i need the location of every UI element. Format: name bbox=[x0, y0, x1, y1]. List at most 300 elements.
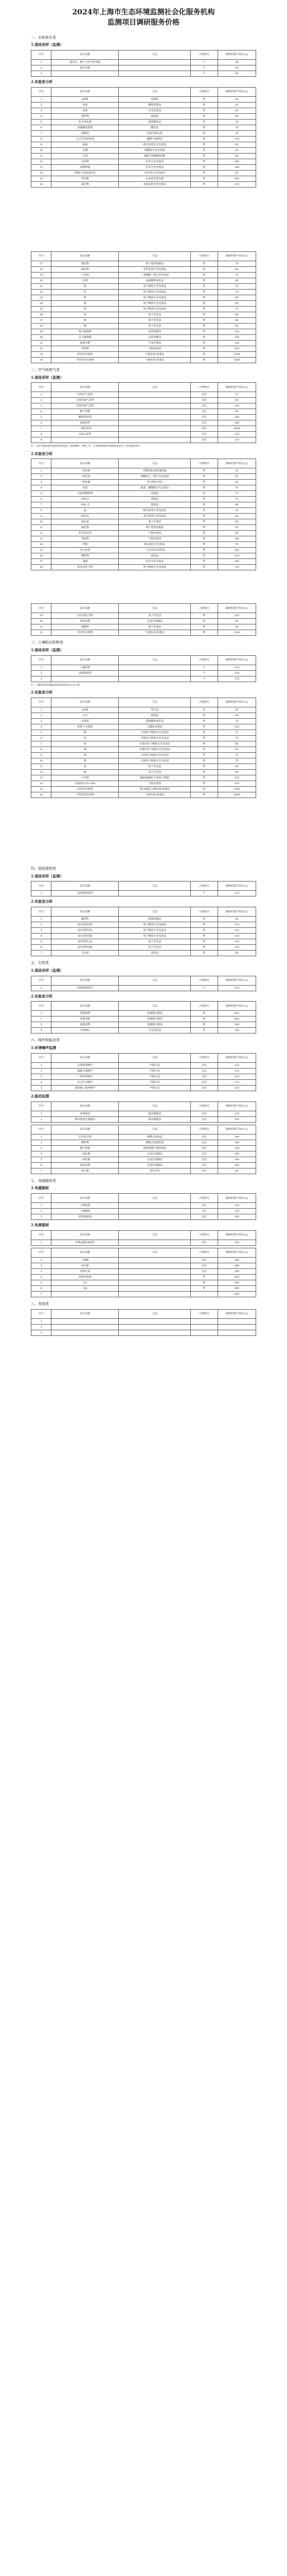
table-cell: 沉积物采样 bbox=[51, 670, 119, 676]
table-cell: 原子荧光法 bbox=[119, 769, 191, 775]
table-cell: 城市轨道交通振动 bbox=[51, 1116, 119, 1122]
column-header: 项目名称 bbox=[51, 459, 119, 468]
table-row bbox=[31, 357, 256, 363]
table-cell: 道路交通噪声 bbox=[51, 1068, 119, 1074]
table-cell: 22 bbox=[31, 630, 51, 636]
sub-lab-analysis: 2.实验室分析 bbox=[31, 993, 53, 998]
table-header-row bbox=[31, 907, 256, 917]
table-cell: 原子荧光法 bbox=[119, 764, 191, 769]
table-row bbox=[31, 1068, 256, 1074]
table-cell: 40 bbox=[218, 96, 256, 102]
column-header: 方法 bbox=[119, 976, 191, 985]
table-cell: 样 bbox=[191, 266, 218, 272]
table-cell: 21 bbox=[31, 283, 51, 289]
table-cell: 20 bbox=[31, 619, 51, 624]
table-cell: 原子荧光法 bbox=[119, 613, 191, 619]
table-cell: 2 bbox=[31, 922, 51, 928]
table-cell: 80 bbox=[218, 300, 256, 306]
column-header: 序号 bbox=[31, 882, 51, 891]
table-cell bbox=[119, 1209, 191, 1214]
table-cell: 电极法 bbox=[119, 96, 191, 102]
table-cell: 1 bbox=[31, 985, 51, 991]
table-cell: 气相色谱法 bbox=[119, 781, 191, 786]
table-cell: 有组织废气采样 bbox=[51, 403, 119, 409]
table-cell: 气相色谱-质谱法 bbox=[119, 357, 191, 363]
table-row bbox=[31, 170, 256, 176]
column-header: 调研价格平均价(元) bbox=[218, 907, 256, 917]
table-cell: 样 bbox=[191, 630, 218, 636]
table-row bbox=[31, 792, 256, 798]
table-cell: 点位 bbox=[191, 398, 218, 403]
sub-noise-monitoring: 1.环境噪声监测 bbox=[31, 1045, 57, 1050]
table-cell: 油烟采样 bbox=[51, 420, 119, 426]
sub-field-sampling: 1.现场采样（监测） bbox=[31, 375, 64, 380]
table-cell: 石墨炉原子吸收分光光度法 bbox=[119, 741, 191, 747]
table-row bbox=[31, 1240, 256, 1245]
table-cell: 环境空气采样 bbox=[51, 392, 119, 398]
table-cell: 5 bbox=[31, 119, 51, 125]
table-cell: 样 bbox=[191, 272, 218, 278]
table-cell: 130 bbox=[218, 670, 256, 676]
table-cell: 62 bbox=[218, 142, 256, 147]
table-cell: PM10 bbox=[51, 497, 119, 502]
table-row bbox=[31, 426, 256, 432]
table-cell: 350 bbox=[218, 781, 256, 786]
table-cell: 挥发酚 bbox=[51, 176, 119, 181]
table-cell: 25 bbox=[31, 306, 51, 312]
column-header: 计费单位 bbox=[191, 251, 218, 261]
table-cell: 17 bbox=[31, 559, 51, 565]
table-cell: 110 bbox=[218, 136, 256, 142]
table-row bbox=[31, 531, 256, 536]
table-row bbox=[31, 619, 256, 624]
table-cell: 盐酸萘乙二胺分光光度法 bbox=[119, 474, 191, 480]
column-header: 项目名称 bbox=[51, 50, 119, 60]
table-cell: 样 bbox=[191, 559, 218, 565]
table-cell bbox=[119, 392, 191, 398]
table-cell: 70 bbox=[218, 289, 256, 295]
table-row bbox=[31, 295, 256, 300]
table-cell: 80 bbox=[218, 295, 256, 300]
table-cell: 浸出毒性(汞) bbox=[51, 939, 119, 945]
column-header: 项目名称 bbox=[51, 1194, 119, 1203]
table-cell: 样 bbox=[191, 536, 218, 542]
table-cell: 7 bbox=[31, 741, 51, 747]
table-row bbox=[31, 1214, 256, 1220]
column-header: 方法 bbox=[119, 1125, 191, 1134]
table-cell: 点位 bbox=[191, 1134, 218, 1140]
table-cell: 样 bbox=[191, 102, 218, 108]
price-table bbox=[31, 251, 256, 363]
table-cell: 样 bbox=[191, 917, 218, 922]
table-cell: 样 bbox=[191, 329, 218, 334]
title-line-2: 监测项目调研服务价格 bbox=[107, 19, 180, 27]
table-cell: 3 bbox=[31, 71, 51, 77]
price-table bbox=[31, 881, 256, 896]
column-header: 调研价格平均价(元) bbox=[218, 1101, 256, 1111]
table-cell: 1 bbox=[31, 1318, 51, 1324]
table-row bbox=[31, 1074, 256, 1079]
table-cell: 78 bbox=[218, 119, 256, 125]
table-cell: 2 bbox=[31, 1209, 51, 1214]
table-cell: 1 bbox=[31, 1011, 51, 1016]
table-cell: 样 bbox=[191, 334, 218, 340]
table-cell bbox=[119, 1203, 191, 1209]
table-cell bbox=[119, 1285, 191, 1291]
table-cell: 70 bbox=[218, 261, 256, 266]
column-header: 调研价格平均价(元) bbox=[218, 655, 256, 665]
section-soil: 三、土壤和沉积物类 bbox=[31, 640, 63, 645]
table-cell: 2 bbox=[31, 1016, 51, 1022]
table-cell: 45 bbox=[218, 108, 256, 113]
table-cell: 样 bbox=[191, 531, 218, 536]
table-cell: 样 bbox=[191, 295, 218, 300]
table-cell: 苯系物 bbox=[51, 536, 119, 542]
table-cell: 氮氧化物 bbox=[51, 1162, 119, 1168]
table-row bbox=[31, 1079, 256, 1085]
table-row bbox=[31, 181, 256, 187]
table-row bbox=[31, 519, 256, 525]
table-cell: 烟气参数 bbox=[51, 409, 119, 415]
table-cell: 水分 bbox=[51, 713, 119, 718]
table-cell: 点位 bbox=[191, 1168, 218, 1174]
table-cell: 定电位电解法 bbox=[119, 1162, 191, 1168]
table-cell bbox=[119, 1274, 191, 1280]
table-header-row bbox=[31, 383, 256, 392]
column-header: 项目名称 bbox=[51, 1309, 119, 1318]
column-header: 计费单位 bbox=[191, 976, 218, 985]
column-header: 序号 bbox=[31, 1125, 51, 1134]
table-cell: 样 bbox=[191, 741, 218, 747]
section-radiation: 七、电磁辐射类 bbox=[31, 1178, 56, 1183]
table-row bbox=[31, 713, 256, 718]
table-cell bbox=[119, 420, 191, 426]
table-row bbox=[31, 108, 256, 113]
column-header: 方法 bbox=[119, 698, 191, 707]
table-cell: pH值 bbox=[51, 96, 119, 102]
table-cell: 1 bbox=[31, 665, 51, 670]
table-cell: 60 bbox=[218, 917, 256, 922]
table-row bbox=[31, 340, 256, 346]
table-cell: 4 bbox=[31, 1079, 51, 1085]
table-cell: 40 bbox=[218, 713, 256, 718]
table-row bbox=[31, 329, 256, 334]
table-cell: 浮游动物 bbox=[51, 1016, 119, 1022]
table-cell: 5 bbox=[31, 730, 51, 735]
table-row bbox=[31, 1028, 256, 1033]
table-cell: 19 bbox=[31, 613, 51, 619]
table-cell: 点位 bbox=[191, 432, 218, 437]
table-cell: 非甲烷总烃 bbox=[51, 1134, 119, 1140]
table-cell: 原子吸收分光光度法 bbox=[119, 300, 191, 306]
table-cell: 95 bbox=[218, 525, 256, 531]
table-cell: 个 bbox=[191, 985, 218, 991]
table-cell: 土壤氡 bbox=[51, 1257, 119, 1263]
table-cell bbox=[119, 670, 191, 676]
table-cell: 样 bbox=[191, 181, 218, 187]
table-row bbox=[31, 60, 256, 65]
table-cell: 样 bbox=[191, 945, 218, 951]
table-cell: 声级计法 bbox=[119, 1074, 191, 1079]
table-cell: 样 bbox=[191, 497, 218, 502]
table-cell: 160 bbox=[218, 159, 256, 164]
column-header: 序号 bbox=[31, 907, 51, 917]
table-cell: 2 bbox=[31, 474, 51, 480]
table-cell: 样 bbox=[191, 525, 218, 531]
table-cell: 点位 bbox=[191, 403, 218, 409]
column-header: 项目名称 bbox=[51, 87, 119, 96]
table-row bbox=[31, 1111, 256, 1116]
table-cell: 样 bbox=[191, 261, 218, 266]
table-row bbox=[31, 497, 256, 502]
table-cell: 原子吸收分光光度法 bbox=[119, 306, 191, 312]
table-cell: 80 bbox=[218, 323, 256, 329]
table-cell: 样 bbox=[191, 300, 218, 306]
table-cell: 镍 bbox=[51, 306, 119, 312]
table-cell: 7 bbox=[31, 1168, 51, 1174]
table-cell: 9 bbox=[31, 437, 51, 443]
table-cell: 浮游植物 bbox=[51, 1011, 119, 1016]
table-cell: 样 bbox=[191, 548, 218, 553]
table-cell: 点位 bbox=[191, 1140, 218, 1145]
table-cell: 样 bbox=[191, 775, 218, 781]
table-cell: 原子荧光法 bbox=[119, 939, 191, 945]
column-header: 项目名称 bbox=[51, 251, 119, 261]
table-cell: 120 bbox=[218, 613, 256, 619]
table-cell: 放射性核素 bbox=[51, 1274, 119, 1280]
table-cell: 1300 bbox=[218, 351, 256, 357]
table-header-row bbox=[31, 1125, 256, 1134]
table-cell: 锌 bbox=[51, 735, 119, 741]
column-header: 计费单位 bbox=[191, 459, 218, 468]
table-cell: 浸出毒性(砷) bbox=[51, 945, 119, 951]
table-cell: 6 bbox=[31, 1162, 51, 1168]
column-header: 方法 bbox=[119, 604, 191, 613]
table-cell bbox=[119, 409, 191, 415]
table-cell bbox=[191, 1324, 218, 1330]
table-cell: 原子吸收分光光度法 bbox=[119, 928, 191, 934]
table-cell: 14 bbox=[31, 781, 51, 786]
column-header: 项目名称 bbox=[51, 655, 119, 665]
table-cell: 75 bbox=[218, 497, 256, 502]
column-header: 调研价格平均价(元) bbox=[218, 698, 256, 707]
table-cell: 挥发性有机物 bbox=[51, 630, 119, 636]
table-cell: 90 bbox=[218, 531, 256, 536]
table-row bbox=[31, 1318, 256, 1324]
table-cell: 点位 bbox=[191, 1240, 218, 1245]
table-cell: 10 bbox=[31, 519, 51, 525]
table-cell: 24 bbox=[31, 300, 51, 306]
table-cell: 样 bbox=[191, 786, 218, 792]
table-cell: 75 bbox=[218, 306, 256, 312]
table-cell bbox=[191, 1318, 218, 1324]
table-cell: 二氧化硫 bbox=[51, 468, 119, 474]
table-row bbox=[31, 266, 256, 272]
table-cell: 个 bbox=[191, 71, 218, 77]
table-row bbox=[31, 278, 256, 283]
table-cell: 硒 bbox=[51, 323, 119, 329]
column-header: 序号 bbox=[31, 459, 51, 468]
table-row bbox=[31, 747, 256, 752]
column-header: 调研价格平均价(元) bbox=[218, 383, 256, 392]
table-cell: 汞 bbox=[51, 764, 119, 769]
table-row bbox=[31, 1011, 256, 1016]
table-row bbox=[31, 1330, 256, 1335]
table-cell: 非甲烷总烃 bbox=[51, 531, 119, 536]
table-cell: 高锰酸盐指数 bbox=[51, 125, 119, 130]
table-row bbox=[31, 514, 256, 519]
table-cell: 样 bbox=[191, 317, 218, 323]
table-cell: 氨 bbox=[51, 508, 119, 514]
table-cell: 纳氏试剂分光光度法 bbox=[119, 508, 191, 514]
column-header: 方法 bbox=[119, 1194, 191, 1203]
table-cell: 4 bbox=[31, 485, 51, 491]
table-row bbox=[31, 891, 256, 896]
table-cell: 样 bbox=[191, 951, 218, 956]
column-header: 计费单位 bbox=[191, 882, 218, 891]
table-cell: 气相色谱-质谱法 bbox=[119, 630, 191, 636]
table-row bbox=[31, 502, 256, 508]
column-header: 方法 bbox=[119, 1309, 191, 1318]
table-cell: 样 bbox=[191, 142, 218, 147]
table-row bbox=[31, 951, 256, 956]
price-table bbox=[31, 1101, 256, 1123]
column-header: 调研价格平均价(元) bbox=[218, 1230, 256, 1240]
table-cell: 3 bbox=[31, 108, 51, 113]
table-cell: 4 bbox=[31, 934, 51, 939]
table-cell bbox=[218, 1330, 256, 1335]
column-header: 计费单位 bbox=[191, 604, 218, 613]
table-cell: 样 bbox=[191, 357, 218, 363]
table-row bbox=[31, 1263, 256, 1268]
table-cell: 样 bbox=[191, 735, 218, 741]
table-cell: 阴离子表面活性剂 bbox=[51, 170, 119, 176]
table-cell: 半挥发性有机物 bbox=[51, 792, 119, 798]
table-cell: 锌 bbox=[51, 289, 119, 295]
table-cell: 铜 bbox=[51, 283, 119, 289]
column-header: 项目名称 bbox=[51, 976, 119, 985]
table-row bbox=[31, 508, 256, 514]
table-cell: 样 bbox=[191, 1280, 218, 1285]
table-header-row bbox=[31, 882, 256, 891]
table-cell: 1 bbox=[31, 1134, 51, 1140]
table-cell: PM2.5 bbox=[51, 502, 119, 508]
table-cell: 70 bbox=[218, 283, 256, 289]
table-cell: 2 bbox=[31, 1116, 51, 1122]
column-header: 计费单位 bbox=[191, 698, 218, 707]
table-cell: 11 bbox=[31, 153, 51, 159]
table-cell: 便携式FID法 bbox=[119, 1134, 191, 1140]
table-row bbox=[31, 553, 256, 559]
table-cell: 个 bbox=[191, 665, 218, 670]
table-cell: 颗粒物采样 bbox=[51, 415, 119, 420]
column-header: 序号 bbox=[31, 655, 51, 665]
table-cell: 显微镜计数法 bbox=[119, 1011, 191, 1016]
column-header: 调研价格平均价(元) bbox=[218, 50, 256, 60]
table-cell: 120 bbox=[218, 945, 256, 951]
table-row bbox=[31, 536, 256, 542]
table-cell: 电位法 bbox=[119, 707, 191, 713]
table-cell: 工频电场 bbox=[51, 1203, 119, 1209]
table-row bbox=[31, 630, 256, 636]
table-row bbox=[31, 1285, 256, 1291]
table-cell: 12 bbox=[31, 531, 51, 536]
table-cell: 320 bbox=[218, 346, 256, 351]
table-cell bbox=[119, 65, 191, 71]
table-row bbox=[31, 1209, 256, 1214]
table-cell: 120 bbox=[218, 1203, 256, 1209]
table-cell: 样 bbox=[191, 1028, 218, 1033]
column-header: 方法 bbox=[119, 87, 191, 96]
table-cell: 80 bbox=[218, 1168, 256, 1174]
table-cell bbox=[119, 1268, 191, 1274]
table-row bbox=[31, 525, 256, 531]
table-cell: 点位 bbox=[191, 1157, 218, 1162]
table-cell: 重量法 bbox=[119, 497, 191, 502]
table-cell: 4 bbox=[31, 1028, 51, 1033]
table-cell: 8 bbox=[31, 136, 51, 142]
table-cell: 120 bbox=[218, 1074, 256, 1079]
table-row bbox=[31, 985, 256, 991]
table-cell: 115 bbox=[218, 1079, 256, 1085]
table-cell: 85 bbox=[218, 519, 256, 525]
table-cell: 样 bbox=[191, 485, 218, 491]
table-row bbox=[31, 769, 256, 775]
table-cell: 点次 bbox=[191, 1116, 218, 1122]
table-cell bbox=[51, 1324, 119, 1330]
table-row bbox=[31, 392, 256, 398]
table-cell: 280 bbox=[218, 420, 256, 426]
table-cell: 样 bbox=[191, 346, 218, 351]
document-title bbox=[31, 7, 256, 28]
table-cell: 离子色谱法 bbox=[119, 624, 191, 630]
table-cell: 32 bbox=[31, 346, 51, 351]
table-cell: 150 bbox=[218, 1240, 256, 1245]
table-cell: 7 bbox=[31, 426, 51, 432]
table-cell: 酚试剂分光光度法 bbox=[119, 542, 191, 548]
table-row bbox=[31, 707, 256, 713]
table-cell bbox=[119, 1214, 191, 1220]
table-cell: 4 bbox=[31, 1274, 51, 1280]
table-cell: 5 bbox=[31, 939, 51, 945]
table-cell: 200 bbox=[218, 1268, 256, 1274]
table-cell: 4 bbox=[31, 409, 51, 415]
table-cell: 样 bbox=[191, 764, 218, 769]
table-cell: 三点比较式臭袋法 bbox=[119, 548, 191, 553]
table-row bbox=[31, 306, 256, 312]
table-cell: 显微镜计数法 bbox=[119, 1022, 191, 1028]
table-header-row bbox=[31, 251, 256, 261]
table-cell: 火焰原子吸收分光光度法 bbox=[119, 758, 191, 764]
table-cell: 57 bbox=[218, 392, 256, 398]
sub-field-sampling: 1.现场采样（监测） bbox=[31, 42, 64, 47]
sub-lab-analysis: 2.实验室分析 bbox=[31, 451, 53, 456]
table-cell: 原子吸收分光光度法 bbox=[119, 289, 191, 295]
price-table bbox=[31, 1053, 256, 1091]
table-cell: 亚甲基蓝分光光度法 bbox=[119, 514, 191, 519]
table-cell: 重量法 bbox=[119, 113, 191, 119]
column-header: 项目名称 bbox=[51, 882, 119, 891]
table-cell: 土壤采样 bbox=[51, 665, 119, 670]
table-cell: 5 bbox=[31, 415, 51, 420]
table-cell: 样 bbox=[191, 164, 218, 170]
column-header: 序号 bbox=[31, 1002, 51, 1011]
table-cell: 分光光度法 bbox=[119, 1028, 191, 1033]
table-row bbox=[31, 474, 256, 480]
table-cell: 砷 bbox=[51, 317, 119, 323]
table-cell: 点次 bbox=[191, 1068, 218, 1074]
table-cell bbox=[119, 1280, 191, 1285]
